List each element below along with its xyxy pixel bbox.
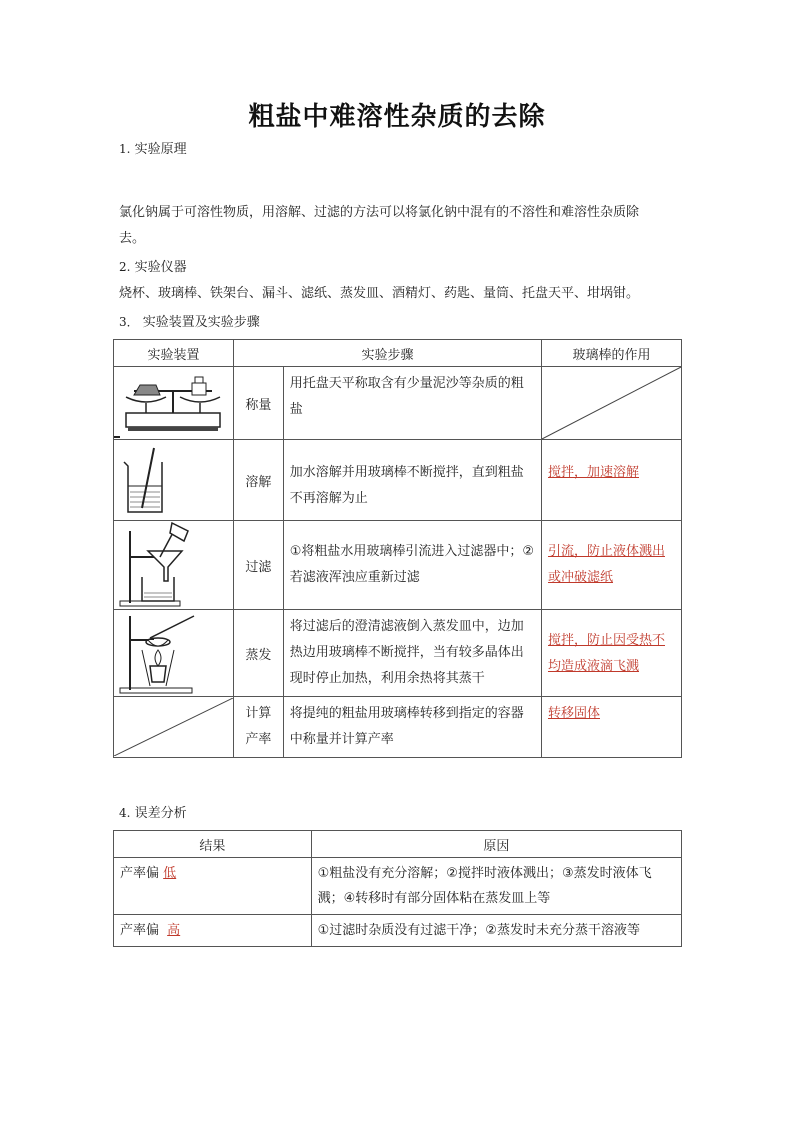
section-title: 实验仪器 <box>134 260 187 275</box>
table-row <box>114 440 682 521</box>
beaker-stir-icon <box>114 440 233 520</box>
rod-role-answer: 搅拌，加速溶解 <box>547 465 639 480</box>
apparatus-cell <box>114 440 234 521</box>
diagonal-line <box>542 367 681 439</box>
step-label: 计算产率 <box>234 697 284 758</box>
rod-role-cell <box>541 440 681 521</box>
step-label: 溶解 <box>234 440 284 521</box>
rod-role-cell <box>541 697 681 758</box>
section-instruments-heading <box>119 254 679 281</box>
section-steps-heading <box>119 309 679 336</box>
apparatus-cell <box>114 610 234 697</box>
table-row <box>114 521 682 610</box>
evaporating-dish-icon <box>114 610 233 696</box>
step-description: 将过滤后的澄清滤液倒入蒸发皿中，边加热边用玻璃棒不断搅拌，当有较多晶体出现时停止加热，利用余热将其蒸干 <box>283 610 541 697</box>
apparatus-empty-cell <box>114 697 234 758</box>
section-number: 2. <box>119 260 131 274</box>
table-row <box>114 858 682 915</box>
error-analysis-table <box>113 830 682 947</box>
instruments-text: 烧杯、玻璃棒、铁架台、漏斗、滤纸、蒸发皿、酒精灯、药匙、量筒、托盘天平、坩埚钳。 <box>119 286 640 301</box>
section-number: 4. <box>119 806 131 820</box>
table-row <box>114 610 682 697</box>
result-prefix: 产率偏 <box>120 866 160 881</box>
reason-cell: ①粗盐没有充分溶解；②搅拌时液体溅出；③蒸发时液体飞溅；④转移时有部分固体粘在蒸发皿上等 <box>311 858 681 915</box>
result-answer: 高 <box>167 923 181 938</box>
step-label: 蒸发 <box>234 610 284 697</box>
rod-role-answer: 引流，防止液体溅出或冲破滤纸 <box>547 544 665 585</box>
section-number: 3． <box>119 315 139 329</box>
table-row <box>114 367 682 440</box>
result-cell <box>114 858 312 915</box>
rod-role-empty-cell <box>541 367 681 440</box>
apparatus-cell <box>114 521 234 610</box>
diagonal-line <box>114 698 233 756</box>
section-title: 实验装置及实验步骤 <box>142 315 260 330</box>
result-cell <box>114 915 312 947</box>
principle-text-line1: 氯化钠属于可溶性物质，用溶解、过滤的方法可以将氯化钠中混有的不溶性和难溶性杂质除 <box>119 205 640 220</box>
table-header-row <box>114 831 682 858</box>
section-errors-heading <box>119 800 679 827</box>
filter-funnel-icon <box>114 521 233 609</box>
step-description: 将提纯的粗盐用玻璃棒转移到指定的容器中称量并计算产率 <box>283 697 541 758</box>
page-title: 粗盐中难溶性杂质的去除 <box>248 102 546 132</box>
table-header-row <box>114 340 682 367</box>
header-steps: 实验步骤 <box>234 340 542 367</box>
apparatus-cell <box>114 367 234 440</box>
principle-text-line2: 去。 <box>119 231 146 246</box>
section-title: 实验原理 <box>134 142 187 157</box>
header-rod-role: 玻璃棒的作用 <box>541 340 681 367</box>
reason-cell: ①过滤时杂质没有过滤干净；②蒸发时未充分蒸干溶液等 <box>311 915 681 947</box>
rod-role-cell <box>541 610 681 697</box>
rod-role-cell <box>541 521 681 610</box>
header-apparatus: 实验装置 <box>114 340 234 367</box>
section-principle-heading <box>119 136 679 163</box>
result-prefix: 产率偏 <box>120 923 160 938</box>
section-title: 误差分析 <box>134 806 187 821</box>
step-description: ①将粗盐水用玻璃棒引流进入过滤器中；②若滤液浑浊应重新过滤 <box>283 521 541 610</box>
table-row <box>114 915 682 947</box>
rod-role-answer: 转移固体 <box>547 706 600 721</box>
balance-icon <box>114 367 233 439</box>
section-number: 1. <box>119 142 131 156</box>
step-label: 过滤 <box>234 521 284 610</box>
step-description: 用托盘天平称取含有少量泥沙等杂质的粗盐 <box>283 367 541 440</box>
step-description: 加水溶解并用玻璃棒不断搅拌，直到粗盐不再溶解为止 <box>283 440 541 521</box>
rod-role-answer: 搅拌，防止因受热不均造成液滴飞溅 <box>547 633 665 674</box>
step-label: 称量 <box>234 367 284 440</box>
steps-table <box>113 339 682 758</box>
result-answer: 低 <box>163 866 177 881</box>
table-row <box>114 697 682 758</box>
header-reason: 原因 <box>311 831 681 858</box>
header-result: 结果 <box>114 831 312 858</box>
